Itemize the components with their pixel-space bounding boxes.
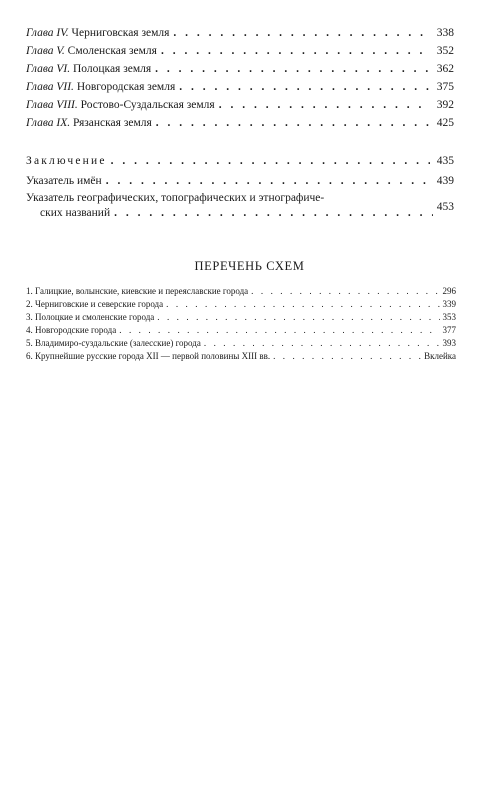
dot-leader [156,116,430,130]
scheme-entry-1[interactable] [26,284,456,297]
page-number: 393 [442,338,456,348]
toc-entry-conclusion[interactable] [26,150,454,168]
chapter-prefix: Глава VIII. [26,99,78,111]
dot-leader [157,312,439,323]
scheme-title: 3. Полоцкие и смоленские города [26,312,155,322]
page-number: 296 [442,286,456,296]
dot-leader [155,62,430,76]
chapter-title: Черниговская земля [71,27,170,39]
page-number: 377 [442,325,456,335]
page-number: 362 [436,63,454,75]
chapter-title: Рязанская земля [72,117,152,129]
scheme-entry-6[interactable] [26,349,456,362]
chapter-title: Ростово-Суздальская земля [80,99,215,111]
toc-entry-geo-index[interactable] [26,191,454,221]
scheme-title: 1. Галицкие, волынские, киевские и переяславские города [26,286,249,296]
chapter-title: Полоцкая земля [72,63,152,75]
dot-leader [251,286,439,297]
dot-leader [119,325,439,336]
chapter-prefix: Глава IX. [26,117,71,129]
dot-leader [111,154,430,168]
scheme-title: 5. Владимиро-суздальские (залесские) города [26,338,201,348]
dot-leader [179,80,430,94]
conclusion-title: Заключение [26,155,107,167]
page-number: 375 [436,81,454,93]
scheme-entry-5[interactable] [26,336,456,349]
dot-leader [166,299,439,310]
dot-leader [273,351,421,362]
dot-leader [161,44,430,58]
dot-leader [106,174,430,188]
toc-entry-chapter-8[interactable] [26,94,454,112]
toc-entry-chapter-9[interactable] [26,112,454,130]
scheme-entry-4[interactable] [26,323,456,336]
toc-entry-chapter-4[interactable] [26,22,454,40]
page-number: 435 [436,155,454,167]
chapter-prefix: Глава IV. [26,27,69,39]
page-number: Вклейка [424,351,456,361]
page-number: 352 [436,45,454,57]
chapter-prefix: Глава VI. [26,63,71,75]
chapter-title: Новгородская земля [76,81,176,93]
toc-entry-chapter-7[interactable] [26,76,454,94]
dot-leader [204,338,440,349]
toc-entry-chapter-6[interactable] [26,58,454,76]
scheme-title: 2. Черниговские и северские города [26,299,164,309]
chapter-title: Смоленская земля [67,45,157,57]
scheme-title: 6. Крупнейшие русские города XII — первой половины XIII вв. [26,351,271,361]
page-number: 439 [436,175,454,187]
chapter-prefix: Глава VII. [26,81,74,93]
scheme-entry-3[interactable] [26,310,456,323]
schemes-heading: ПЕРЕЧЕНЬ СХЕМ [194,259,305,273]
chapter-prefix: Глава V. [26,45,65,57]
page-number: 453 [436,201,454,213]
dot-leader [219,98,430,112]
geo-index-title-line1: Указатель географических, топографических и этнографиче- [26,192,325,204]
page-number: 392 [436,99,454,111]
name-index-title: Указатель имён [26,175,102,187]
geo-index-title-line2: ских названий [40,207,111,219]
toc-entry-name-index[interactable] [26,170,454,188]
dot-leader [114,206,433,221]
page-number: 425 [436,117,454,129]
page-number: 353 [442,312,456,322]
page-number: 338 [436,27,454,39]
toc-entry-chapter-5[interactable] [26,40,454,58]
page-number: 339 [442,299,456,309]
scheme-entry-2[interactable] [26,297,456,310]
dot-leader [173,26,430,40]
scheme-title: 4. Новгородские города [26,325,117,335]
